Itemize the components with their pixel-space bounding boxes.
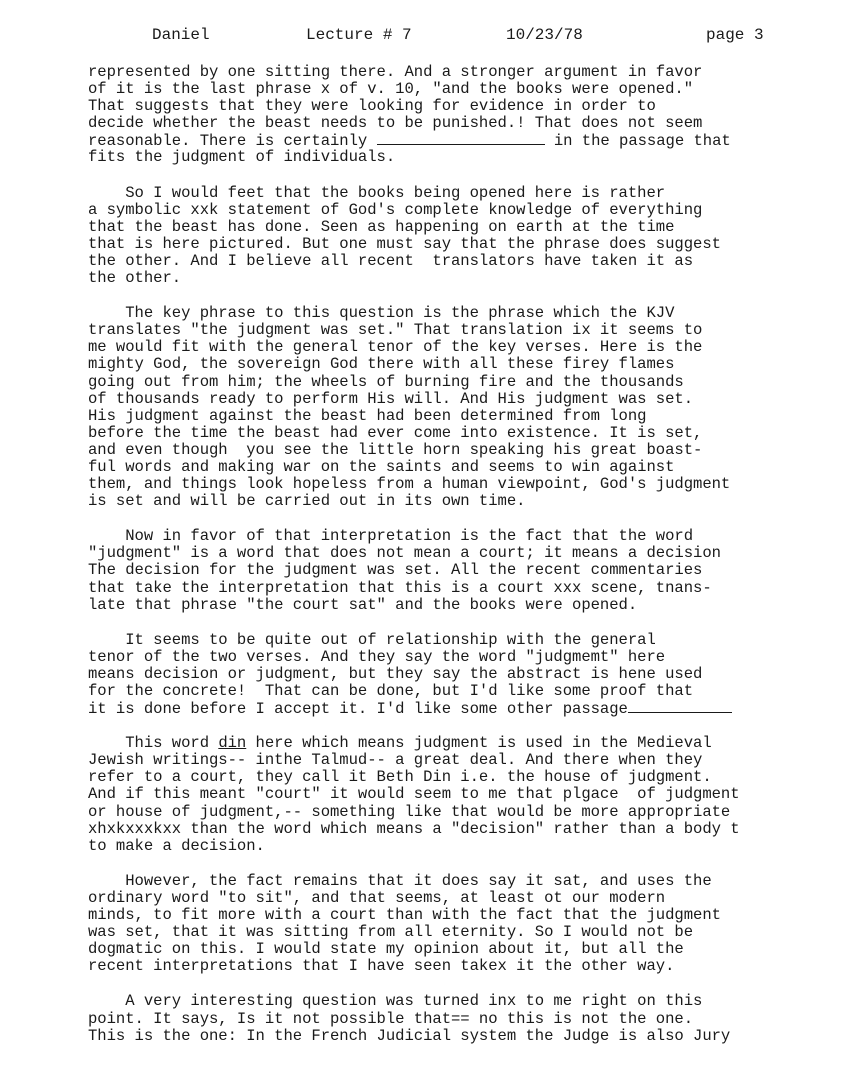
text-line: or house of judgment,-- something like that would be more appropriate [88,802,731,821]
text-line: ful words and making war on the saints and seems to win against [88,457,675,476]
text-line: refer to a court, they call it Beth Din i.e. the house of judgment. [88,768,712,787]
text-line: So I would feet that the books being opened here is rather [88,183,666,202]
paragraph [88,873,808,976]
text-line: Now in favor of that interpretation is the fact that the word [88,527,694,546]
text-line: of thousands ready to perform His will. And His judgment was set. [88,389,694,408]
text-line: Jewish writings-- inthe Talmud-- a great deal. And there when they [88,751,703,770]
text-line: represented by one sitting there. And a stronger argument in favor [88,63,703,81]
text-line: xhxkxxxkxx than the word which means a "decision" rather than a body t [88,819,740,838]
text-segment: reasonable. There is certainly [88,132,368,151]
text-line: mighty God, the sovereign God there with all these firey flames [88,355,675,374]
text-line: minds, to fit more with a court than with the fact that the judgment [88,906,721,925]
text-line: that take the interpretation that this is a court xxx scene, tnans- [88,578,712,597]
text-line: recent interpretations that I have seen takex it the other way. [88,957,675,976]
text-line: them, and things look hopeless from a human viewpoint, God's judgment [88,475,731,494]
text-line: was set, that it was sitting from all eternity. So I would not be [88,923,694,942]
text-line: that is here pictured. But one must say that the phrase does suggest [88,234,721,253]
text-line: going out from him; the wheels of burning fire and the thousands [88,372,684,391]
text-line: fits the judgment of individuals. [88,148,396,167]
text-segment: it is done before I accept it. I'd like some other passage [88,700,628,719]
text-line: And if this meant "court" it would seem to me that plgace of judgment [88,785,740,804]
header-book-name: Daniel [152,26,210,44]
text-line: The key phrase to this question is the phrase which the KJV [88,304,675,323]
text-line: that the beast has done. Seen as happening on earth at the time [88,217,675,236]
text-line: It seems to be quite out of relationship with the general [88,630,656,649]
paragraph [88,632,808,717]
text-line: for the concrete! That can be done, but I'd like some proof that [88,682,694,700]
text-line: late that phrase "the court sat" and the books were opened. [88,595,638,614]
text-line: tenor of the two verses. And they say the word "judgmemt" here [88,647,666,666]
header-page-number: page 3 [706,26,764,44]
text-line: However, the fact remains that it does say it sat, and uses the [88,871,712,890]
text-line: and even though you see the little horn speaking his great boast- [88,440,703,459]
header-lecture-number: Lecture # 7 [306,26,412,44]
text-segment: This word [88,734,219,753]
text-line: That suggests that they were looking for evidence in order to [88,97,656,116]
text-segment: in the passage that [553,132,731,151]
text-line: means decision or judgment, but they say the abstract is hene used [88,664,703,683]
header-date: 10/23/78 [506,26,583,44]
text-line: is set and will be carried out in its own time. [88,492,526,511]
fill-in-blank [628,700,732,713]
paragraph [88,993,808,1044]
text-segment: here which means judgment is used in the Medieval [246,734,712,753]
document-body [88,64,808,1063]
text-line: point. It says, Is it not possible that== no this is not the one. [88,1009,694,1028]
text-line: "judgment" is a word that does not mean a court; it means a decision [88,544,721,563]
text-line [88,132,808,149]
page-header [0,26,858,48]
text-line: decide whether the beast needs to be punished.! That does not seem [88,114,703,133]
text-line [88,700,808,717]
text-line: His judgment against the beast had been determined from long [88,406,647,425]
text-line: to make a decision. [88,836,265,855]
text-line: a symbolic xxk statement of God's complete knowledge of everything [88,200,703,219]
paragraph [88,735,808,855]
underlined-word: din [218,734,247,753]
text-line: of it is the last phrase x of v. 10, "and the books were opened." [88,80,694,99]
text-line: The decision for the judgment was set. All the recent commentaries [88,561,703,580]
text-line: This is the one: In the French Judicial system the Judge is also Jury [88,1026,731,1045]
text-line: the other. [88,269,182,288]
paragraph [88,528,808,613]
paragraph [88,64,808,167]
fill-in-blank [377,132,545,145]
text-line: translates "the judgment was set." That translation ix it seems to [88,321,703,340]
text-line [88,735,808,752]
text-line: ordinary word "to sit", and that seems, at least ot our modern [88,888,666,907]
text-line: the other. And I believe all recent translators have taken it as [88,251,694,270]
text-line: me would fit with the general tenor of the key verses. Here is the [88,338,703,357]
text-line: A very interesting question was turned inx to me right on this [88,992,703,1011]
paragraph [88,185,808,288]
text-line: before the time the beast had ever come into existence. It is set, [88,423,703,442]
paragraph [88,305,808,510]
text-line: dogmatic on this. I would state my opinion about it, but all the [88,940,684,959]
